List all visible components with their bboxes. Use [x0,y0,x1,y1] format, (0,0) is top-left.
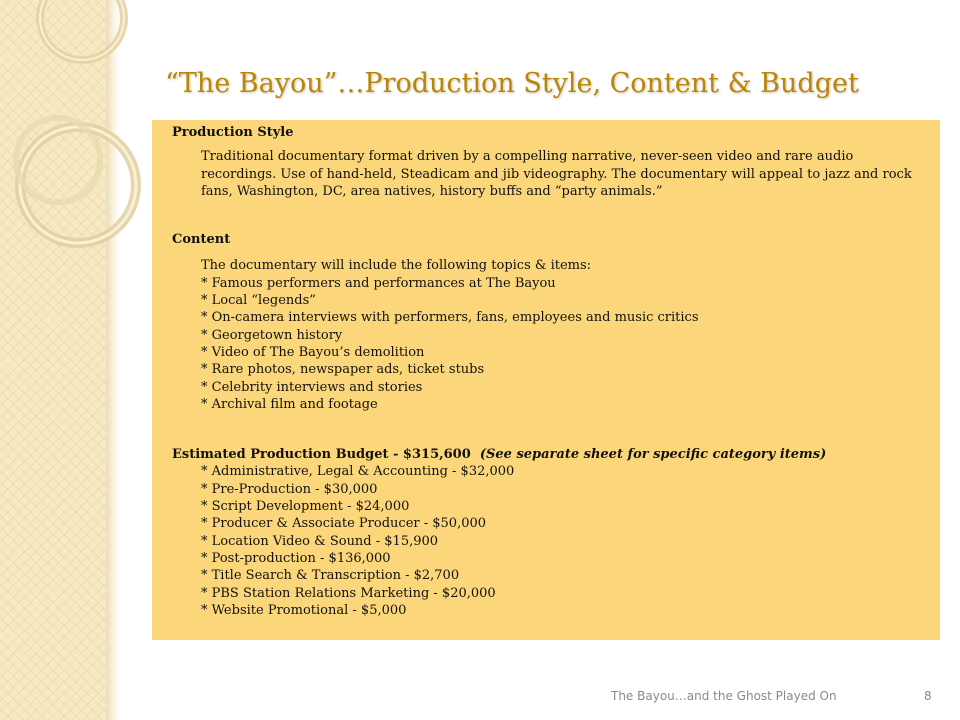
content-panel [152,120,940,640]
page-number: 8 [924,689,932,703]
list-item: * Post-production - $136,000 [201,550,391,566]
list-item: * Script Development - $24,000 [201,499,410,515]
list-item: * Website Promotional - $5,000 [201,602,407,618]
slide-title: “The Bayou”…Production Style, Content & Budget [165,68,859,99]
list-item: * PBS Station Relations Marketing - $20,000 [201,585,496,601]
list-item: * Producer & Associate Producer - $50,000 [201,516,487,532]
list-item: * Administrative, Legal & Accounting - $32,000 [201,464,515,480]
list-item: * Rare photos, newspaper ads, ticket stubs [201,362,485,378]
content-list [201,275,920,413]
budget-heading: Estimated Production Budget - $315,600 [172,447,471,463]
list-item: * Famous performers and performances at The Bayou [201,275,556,291]
production-style-heading: Production Style [172,125,294,140]
list-item: * Title Search & Transcription - $2,700 [201,568,460,584]
list-item: * Local “legends” [201,293,316,309]
list-item: * Georgetown history [201,327,343,343]
content-intro: The documentary will include the following topics & items: [201,258,592,274]
list-item: * Location Video & Sound - $15,900 [201,533,439,549]
production-style-text: Traditional documentary format driven by a compelling narrative, never-seen video and rare audio recordings. Use of hand-held, Steadicam and jib videography. The documentary will appeal to jazz and rock fans, Washington, DC, area natives, history buffs and “party animals.” [201,149,912,199]
content-heading: Content [172,232,231,248]
list-item: * Pre-Production - $30,000 [201,481,378,497]
list-item: * Archival film and footage [201,396,378,412]
budget-heading-line [172,446,920,463]
list-item: * Video of The Bayou’s demolition [201,344,425,360]
footer-text: The Bayou…and the Ghost Played On [611,689,837,703]
budget-note: (See separate sheet for specific category items) [479,447,827,463]
budget-list [201,463,920,619]
list-item: * Celebrity interviews and stories [201,379,423,395]
list-item: * On-camera interviews with performers, fans, employees and music critics [201,310,699,326]
